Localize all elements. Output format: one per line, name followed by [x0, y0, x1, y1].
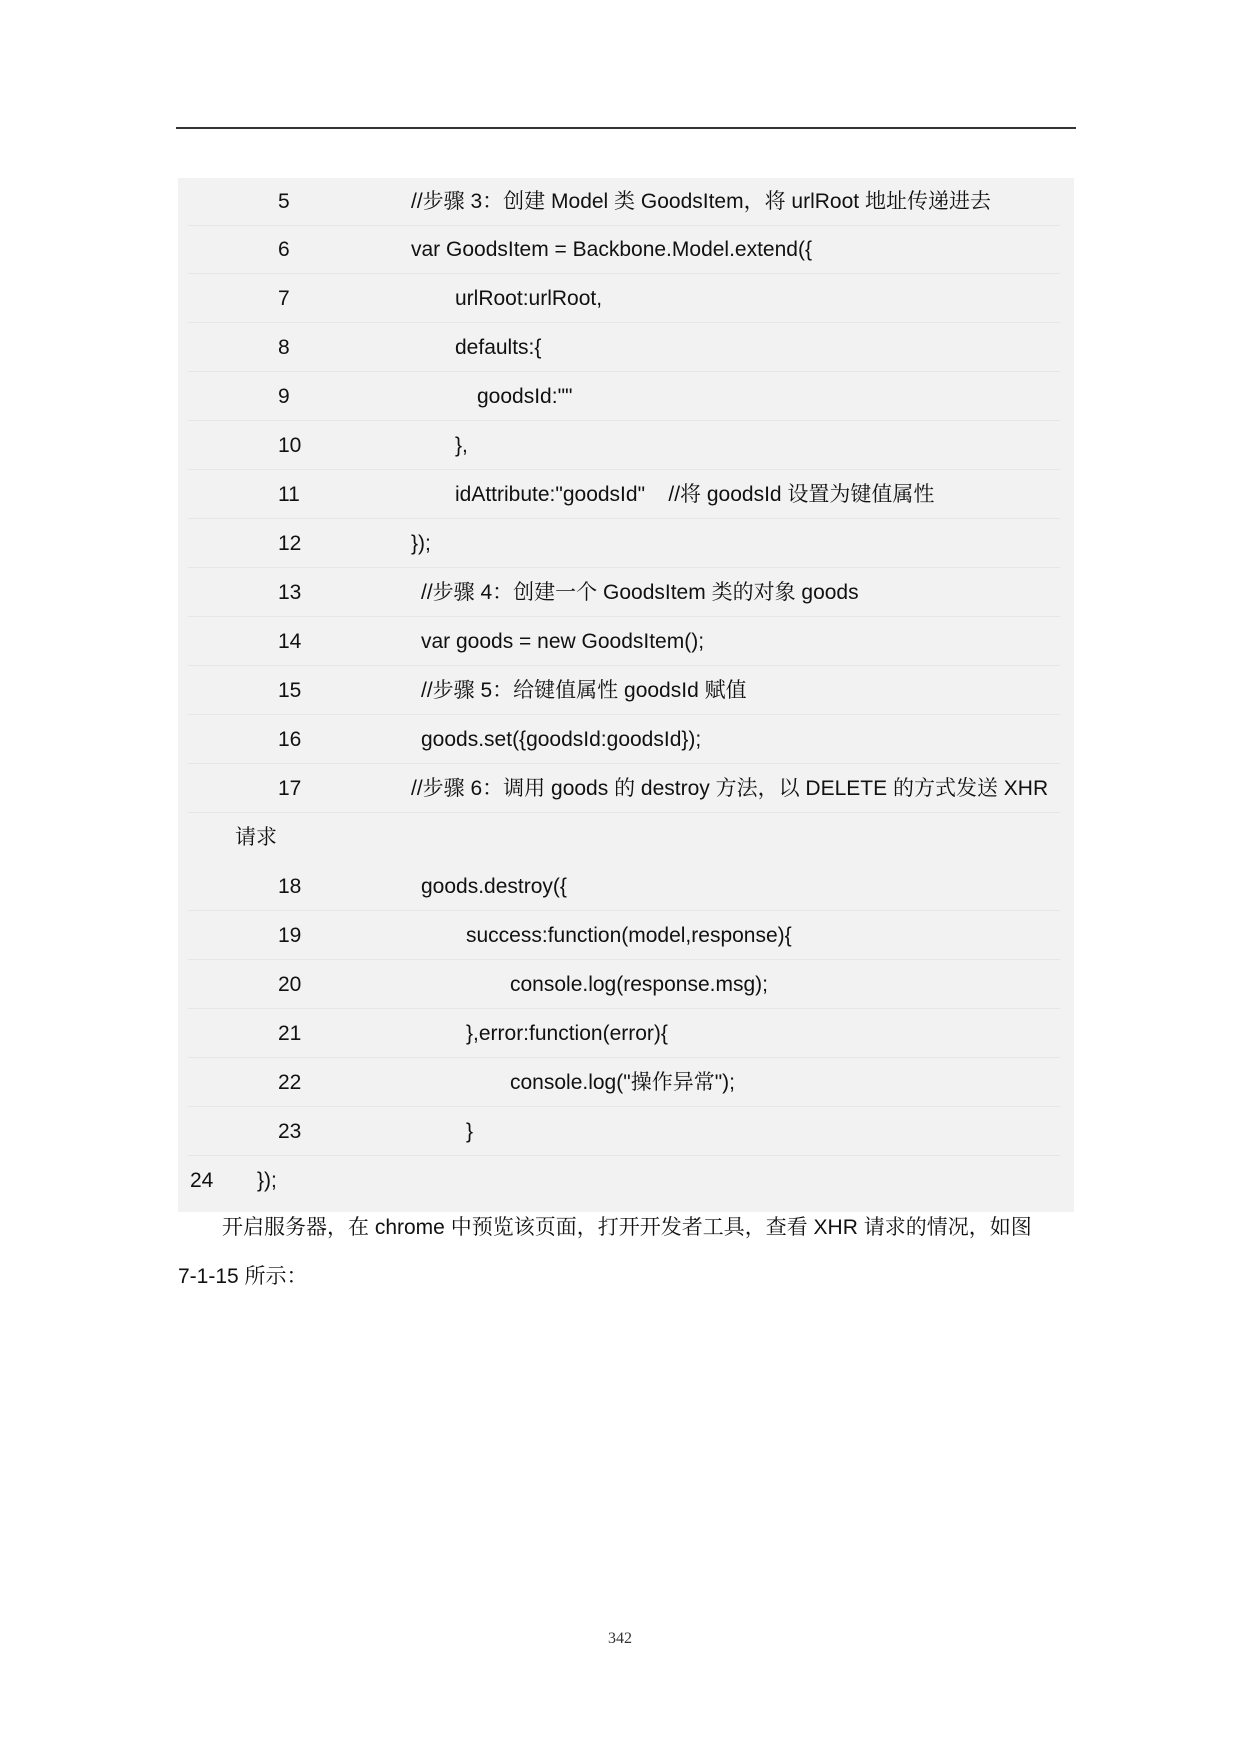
body-paragraph-line-2: 7-1-15 所示： — [178, 1265, 308, 1288]
line-code: defaults:{ — [455, 336, 542, 359]
code-line — [178, 1059, 1074, 1107]
code-line-wrapped — [178, 814, 1074, 862]
code-line — [178, 226, 1074, 274]
code-line — [178, 1010, 1074, 1058]
line-code-continuation: 请求 — [235, 826, 277, 849]
line-number: 12 — [278, 532, 302, 555]
line-number: 21 — [278, 1022, 302, 1045]
line-code: goods.destroy({ — [421, 875, 567, 898]
line-code: success:function(model,response){ — [466, 924, 792, 947]
code-line — [178, 569, 1074, 617]
line-code: }); — [411, 532, 431, 555]
line-number: 11 — [278, 483, 300, 506]
line-number: 8 — [278, 336, 290, 359]
line-number: 15 — [278, 679, 302, 702]
code-line — [178, 765, 1074, 813]
line-number: 7 — [278, 287, 290, 310]
line-number: 16 — [278, 728, 302, 751]
page-number: 342 — [608, 1630, 632, 1647]
line-code: //步骤 6：调用 goods 的 destroy 方法，以 DELETE 的方式发送 XHR — [411, 777, 1049, 800]
code-line — [178, 1108, 1074, 1156]
line-number: 22 — [278, 1071, 302, 1094]
code-line — [178, 520, 1074, 568]
header-rule — [176, 127, 1076, 129]
line-number: 10 — [278, 434, 302, 457]
code-line — [178, 716, 1074, 764]
line-number: 9 — [278, 385, 290, 408]
code-line — [178, 912, 1074, 960]
code-line — [178, 1157, 1074, 1205]
line-code: //步骤 3：创建 Model 类 GoodsItem，将 urlRoot 地址传递进去 — [411, 190, 991, 213]
line-code: goodsId:"" — [477, 385, 573, 408]
line-code: var goods = new GoodsItem(); — [421, 630, 705, 653]
line-code: //步骤 4：创建一个 GoodsItem 类的对象 goods — [421, 581, 859, 604]
line-code: var GoodsItem = Backbone.Model.extend({ — [411, 238, 812, 261]
code-line — [178, 618, 1074, 666]
line-number: 14 — [278, 630, 302, 653]
line-number: 20 — [278, 973, 302, 996]
code-line — [178, 667, 1074, 715]
code-line — [178, 373, 1074, 421]
line-number: 18 — [278, 875, 302, 898]
line-number: 24 — [190, 1169, 214, 1192]
code-line — [178, 961, 1074, 1009]
line-code: console.log(response.msg); — [510, 973, 768, 996]
line-code: urlRoot:urlRoot, — [455, 287, 603, 310]
code-line — [178, 471, 1074, 519]
line-number: 6 — [278, 238, 290, 261]
body-paragraph-line-1: 开启服务器，在 chrome 中预览该页面，打开开发者工具，查看 XHR 请求的情况，如图 — [222, 1216, 1032, 1239]
line-code: },error:function(error){ — [466, 1022, 668, 1045]
code-line — [178, 324, 1074, 372]
line-code: } — [466, 1120, 474, 1143]
line-number: 19 — [278, 924, 302, 947]
line-code: goods.set({goodsId:goodsId}); — [421, 728, 702, 751]
line-code: idAttribute:"goodsId" //将 goodsId 设置为键值属性 — [455, 483, 935, 506]
line-number: 13 — [278, 581, 302, 604]
code-line — [178, 178, 1074, 226]
line-number: 5 — [278, 190, 290, 213]
line-number: 17 — [278, 777, 302, 800]
line-code: //步骤 5：给键值属性 goodsId 赋值 — [421, 679, 747, 702]
line-code: console.log("操作异常"); — [510, 1071, 735, 1094]
line-code: }); — [257, 1169, 277, 1192]
code-line — [178, 863, 1074, 911]
code-line — [178, 275, 1074, 323]
line-number: 23 — [278, 1120, 302, 1143]
code-line — [178, 422, 1074, 470]
line-code: }, — [455, 434, 468, 457]
